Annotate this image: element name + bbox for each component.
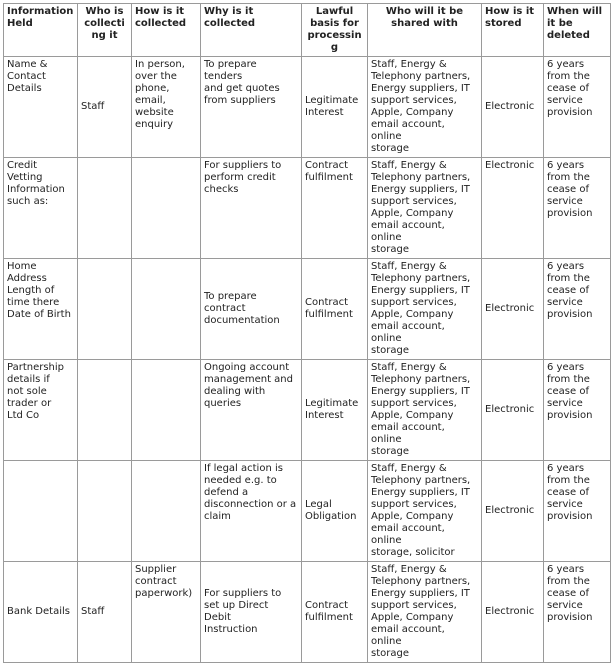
cell-shared-with: Staff, Energy & Telephony partners, Energy suppliers, IT support services, Apple, Company email account, online storage [368, 360, 482, 461]
cell-why-collected: To prepare contract documentation [201, 259, 302, 360]
cell-who-collecting: Staff [78, 57, 132, 158]
header-why-collected: Why is it collected [201, 4, 302, 57]
header-row [4, 4, 611, 57]
header-how-stored: How is it stored [482, 4, 544, 57]
table-row [4, 360, 611, 461]
cell-stored: Electronic [482, 562, 544, 663]
cell-how-collected [132, 461, 201, 562]
cell-shared-with: Staff, Energy & Telephony partners, Energy suppliers, IT support services, Apple, Company email account, online storage [368, 57, 482, 158]
cell-information: Credit Vetting Information such as: [4, 158, 78, 259]
cell-who-collecting [78, 461, 132, 562]
cell-how-collected: In person, over the phone, email, website enquiry [132, 57, 201, 158]
cell-why-collected: If legal action is needed e.g. to defend a disconnection or a claim [201, 461, 302, 562]
cell-stored: Electronic [482, 360, 544, 461]
cell-information: Name & Contact Details [4, 57, 78, 158]
cell-how-collected [132, 259, 201, 360]
cell-lawful-basis: Contract fulfilment [302, 259, 368, 360]
cell-information: Bank Details [4, 562, 78, 663]
header-information-held: Information Held [4, 4, 78, 57]
cell-shared-with: Staff, Energy & Telephony partners, Energy suppliers, IT support services, Apple, Company email account, online storage [368, 562, 482, 663]
cell-stored: Electronic [482, 57, 544, 158]
table-row [4, 562, 611, 663]
header-shared-with: Who will it be shared with [368, 4, 482, 57]
cell-who-collecting [78, 259, 132, 360]
cell-deleted: 6 years from the cease of service provision [544, 259, 611, 360]
cell-lawful-basis: Legal Obligation [302, 461, 368, 562]
cell-lawful-basis: Legitimate Interest [302, 360, 368, 461]
cell-information: Home Address Length of time there Date of Birth [4, 259, 78, 360]
cell-who-collecting [78, 158, 132, 259]
table-row [4, 57, 611, 158]
cell-shared-with: Staff, Energy & Telephony partners, Energy suppliers, IT support services, Apple, Company email account, online storage [368, 158, 482, 259]
cell-how-collected [132, 158, 201, 259]
cell-deleted: 6 years from the cease of service provision [544, 562, 611, 663]
cell-stored: Electronic [482, 259, 544, 360]
cell-deleted: 6 years from the cease of service provision [544, 158, 611, 259]
cell-why-collected: To prepare tenders and get quotes from suppliers [201, 57, 302, 158]
cell-why-collected: Ongoing account management and dealing with queries [201, 360, 302, 461]
table-row [4, 259, 611, 360]
cell-who-collecting [78, 360, 132, 461]
cell-shared-with: Staff, Energy & Telephony partners, Energy suppliers, IT support services, Apple, Company email account, online storage [368, 259, 482, 360]
data-processing-table [3, 3, 611, 663]
table-row [4, 461, 611, 562]
table-row [4, 158, 611, 259]
cell-stored: Electronic [482, 158, 544, 259]
cell-shared-with: Staff, Energy & Telephony partners, Energy suppliers, IT support services, Apple, Company email account, online storage, solicitor [368, 461, 482, 562]
cell-how-collected [132, 360, 201, 461]
cell-lawful-basis: Contract fulfilment [302, 562, 368, 663]
cell-how-collected: Supplier contract paperwork) [132, 562, 201, 663]
header-when-deleted: When will it be deleted [544, 4, 611, 57]
cell-deleted: 6 years from the cease of service provision [544, 360, 611, 461]
cell-deleted: 6 years from the cease of service provision [544, 57, 611, 158]
cell-lawful-basis: Contract fulfilment [302, 158, 368, 259]
cell-stored: Electronic [482, 461, 544, 562]
cell-information: Partnership details if not sole trader or Ltd Co [4, 360, 78, 461]
cell-information [4, 461, 78, 562]
cell-lawful-basis: Legitimate Interest [302, 57, 368, 158]
header-how-collected: How is it collected [132, 4, 201, 57]
cell-why-collected: For suppliers to set up Direct Debit Instruction [201, 562, 302, 663]
cell-why-collected: For suppliers to perform credit checks [201, 158, 302, 259]
cell-deleted: 6 years from the cease of service provision [544, 461, 611, 562]
cell-who-collecting: Staff [78, 562, 132, 663]
header-lawful-basis: Lawful basis for processing [302, 4, 368, 57]
header-who-collecting: Who is collecting it [78, 4, 132, 57]
